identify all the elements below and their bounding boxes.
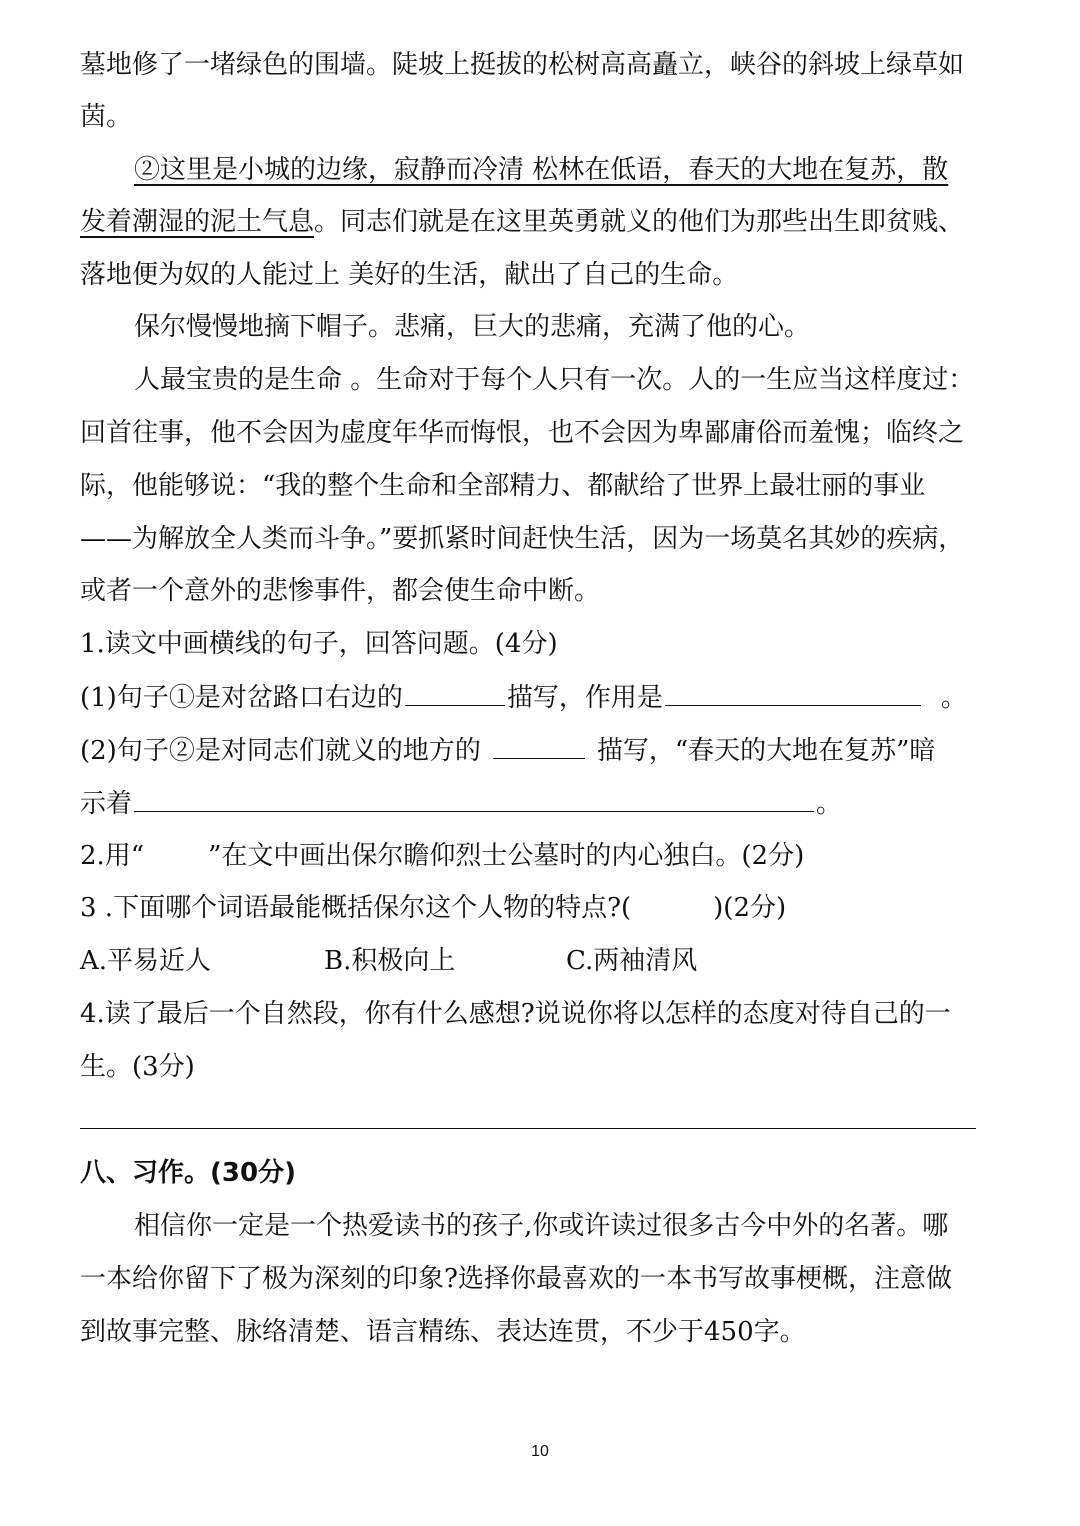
- question-3: [80, 890, 786, 926]
- composition-prompt: 相信你一定是一个热爱读书的孩子,你或许读过很多古今中外的名著。哪: [134, 1211, 949, 1241]
- question-text: (1)句子①是对岔路口右边的: [80, 683, 403, 713]
- question-1-1: [80, 679, 967, 715]
- underlined-sentence-2: ②这里是小城的边缘，寂静而冷清 松林在低语，春天的大地在复苏，散: [134, 155, 949, 185]
- question-text: 描写，作用是: [506, 683, 663, 713]
- section-title: 八、习作。(30分): [80, 1158, 296, 1188]
- passage-line: [80, 204, 964, 240]
- question-text: )(2分): [713, 893, 787, 923]
- question-text: 。: [816, 789, 843, 819]
- passage-line: 人最宝贵的是生命 。生命对于每个人只有一次。人的一生应当这样度过：: [134, 365, 975, 395]
- question-text: 2.用“: [80, 841, 145, 871]
- question-text: 描写，“春天的大地在复苏”暗: [596, 736, 936, 766]
- answer-line[interactable]: [80, 1128, 976, 1129]
- passage-line: ——为解放全人类而斗争。”要抓紧时间赶快生活，因为一场莫名其妙的疾病，: [80, 524, 965, 554]
- passage-line: 落地便为奴的人能过上 美好的生活，献出了自己的生命。: [80, 260, 739, 290]
- question-text: 。: [940, 683, 967, 713]
- question-1-2-cont: [80, 785, 842, 821]
- composition-prompt: 到故事完整、脉络清楚、语言精练、表达连贯，不少于450字。: [80, 1317, 806, 1347]
- option-b[interactable]: B.积极向上: [324, 946, 456, 976]
- passage-line: 或者一个意外的悲惨事件，都会使生命中断。: [80, 576, 601, 606]
- question-1-title: 1.读文中画横线的句子，回答问题。(4分): [80, 629, 558, 659]
- passage-text: 。同志们就是在这里英勇就义的他们为那些出生即贫贱、: [314, 207, 965, 237]
- passage-line: 保尔慢慢地摘下帽子。悲痛，巨大的悲痛，充满了他的心。: [134, 312, 811, 342]
- question-text: ”在文中画出保尔瞻仰烈士公墓时的内心独白。(2分): [208, 841, 805, 871]
- question-text: (2)句子②是对同志们就义的地方的: [80, 736, 481, 766]
- question-4-cont: 生。(3分): [80, 1052, 195, 1082]
- answer-blank[interactable]: [493, 732, 585, 759]
- option-c[interactable]: C.两袖清风: [566, 946, 698, 976]
- wavy-underline-sample: [144, 838, 208, 864]
- passage-line: 回首往事，他不会因为虚度年华而悔恨，也不会因为卑鄙庸俗而羞愧；临终之: [80, 418, 965, 448]
- underlined-sentence-2-end: 发着潮湿的泥土气息: [80, 207, 315, 237]
- question-4: 4.读了最后一个自然段，你有什么感想?说说你将以怎样的态度对待自己的一: [80, 999, 951, 1029]
- passage-line: 墓地修了一堵绿色的围墙。陡坡上挺拔的松树高高矗立，峡谷的斜坡上绿草如: [80, 50, 965, 80]
- answer-blank[interactable]: [665, 679, 921, 706]
- page-number: 10: [531, 1443, 549, 1460]
- composition-prompt: 一本给你留下了极为深刻的印象?选择你最喜欢的一本书写故事梗概，注意做: [80, 1264, 952, 1294]
- passage-line: 际，他能够说：“我的整个生命和全部精力、都献给了世界上最壮丽的事业: [80, 471, 926, 501]
- question-text: 示着: [80, 789, 133, 819]
- passage-line: 茵。: [80, 102, 133, 132]
- question-3-options: [80, 943, 980, 979]
- question-2: [80, 838, 804, 874]
- question-1-2: [80, 732, 935, 768]
- answer-blank[interactable]: [405, 679, 505, 706]
- question-text: 3 .下面哪个词语最能概括保尔这个人物的特点?(: [80, 893, 632, 923]
- answer-blank[interactable]: [134, 785, 814, 812]
- option-a[interactable]: A.平易近人: [80, 946, 212, 976]
